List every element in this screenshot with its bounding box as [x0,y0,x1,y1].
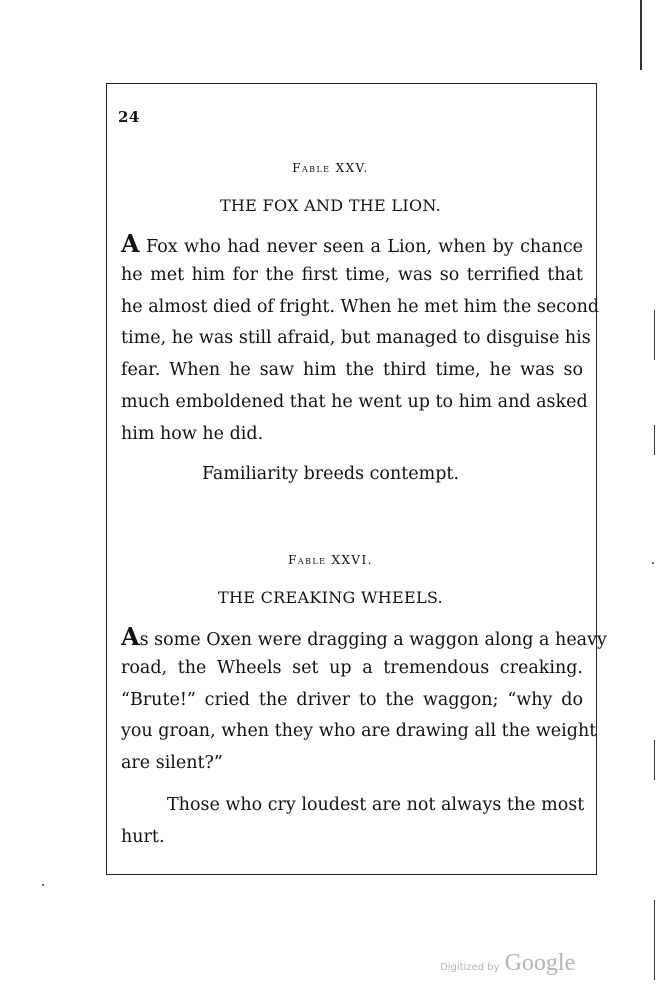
text-line: fear. When he saw him the third time, he was so [121,360,583,381]
text-line: he almost died of fright. When he met him the second [121,296,600,317]
text-line: road, the Wheels set up a tremendous creaking. [121,657,583,678]
text-line: him how he did. [121,423,264,444]
scan-speck [42,884,44,886]
fable-moral: Familiarity breeds contempt. [201,464,460,484]
digitized-watermark [440,950,575,977]
text-line: much emboldened that he went up to him and asked [121,391,588,412]
scan-edge-mark [654,425,655,455]
fable-label: Fable XXVI. [288,553,373,567]
fable-label: Fable XXV. [292,161,369,175]
text-line: are silent?” [121,753,223,774]
watermark-prefix: Digitized by [440,962,500,973]
scan-edge-mark [654,310,655,360]
fable-title: THE FOX AND THE LION. [219,196,442,215]
scan-edge-mark [654,740,655,780]
text-line: hurt. [121,826,165,847]
text-line: he met him for the first time, was so terrified that [121,264,583,285]
fable-title: THE CREAKING WHEELS. [218,588,443,607]
text-line: you groan, when they who are drawing all the weight [121,721,597,742]
drop-cap: A [121,622,140,651]
scan-edge-mark [640,0,642,70]
fable-body [121,621,607,780]
fable-body [121,228,600,451]
scan-edge-mark [654,900,655,980]
drop-cap: A [121,229,140,258]
text-line: A Fox who had never seen a Lion, when by chance [121,229,583,258]
fable-moral [121,790,583,854]
text-line: time, he was still afraid, but managed to disguise his [121,328,591,349]
text-line: As some Oxen were dragging a waggon along a heavy [121,622,607,651]
watermark-logo: Google [504,950,576,976]
text-line: Those who cry loudest are not always the most [167,795,585,815]
page-number: 24 [118,108,140,126]
scan-speck [652,562,654,564]
text-line: “Brute!” cried the driver to the waggon; “why do [121,689,583,710]
